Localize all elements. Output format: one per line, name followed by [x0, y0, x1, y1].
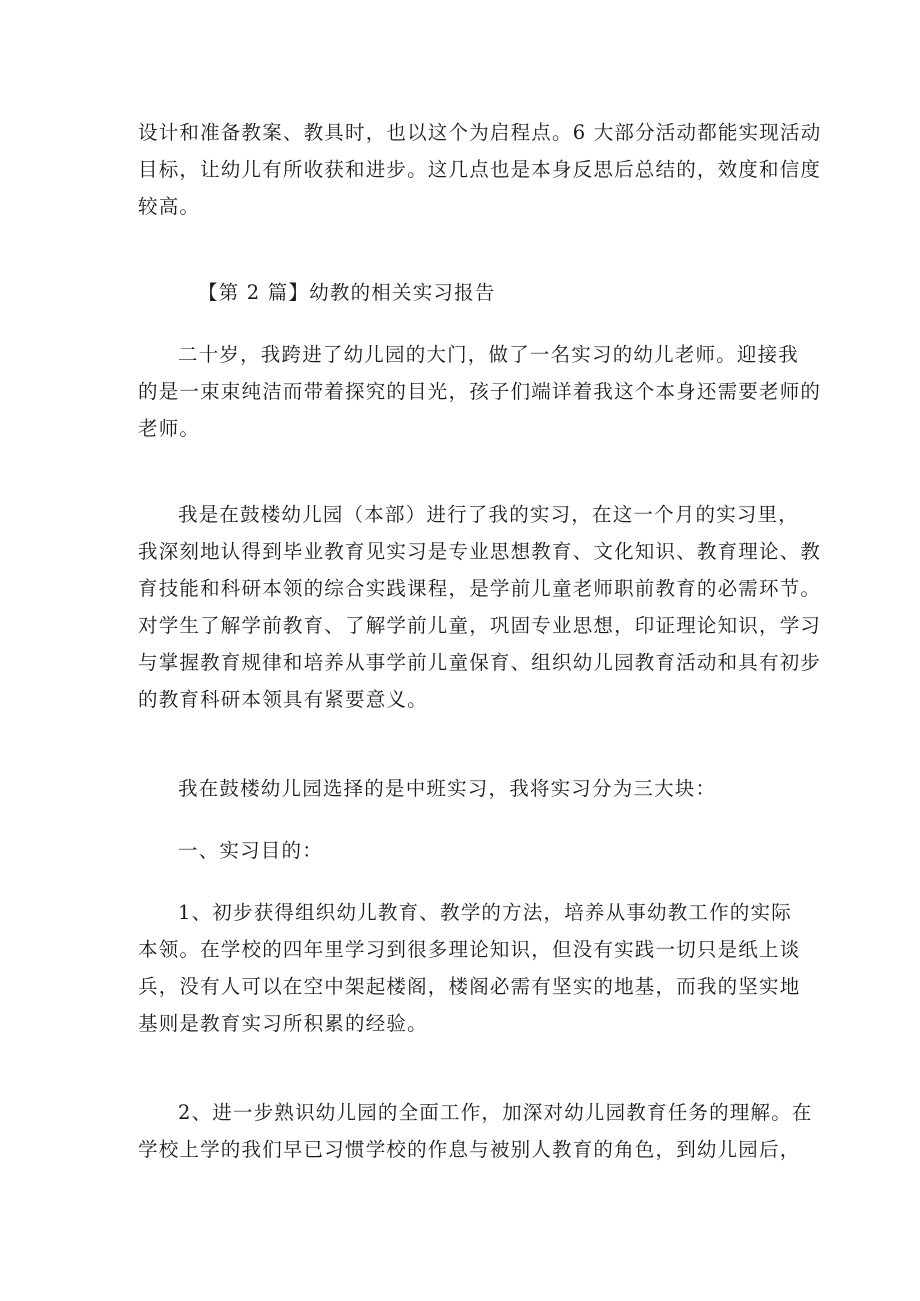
paragraph-goal-1	[138, 894, 801, 1042]
text-line: 较高。	[138, 195, 201, 218]
text-line: 学校上学的我们早已习惯学校的作息与被别人教育的角色，到幼儿园后，	[138, 1138, 801, 1161]
text-line: 我是在鼓楼幼儿园（本部）进行了我的实习，在这一个月的实习里，	[178, 503, 800, 526]
text-line: 我在鼓楼幼儿园选择的是中班实习，我将实习分为三大块：	[178, 777, 717, 800]
heading-text: 【第 2 篇】幼教的相关实习报告	[198, 281, 496, 304]
text-line: 目标，让幼儿有所收获和进步。这几点也是本身反思后总结的，效度和信度	[138, 158, 822, 181]
text-line: 基则是教育实习所积累的经验。	[138, 1012, 428, 1035]
text-line: 与掌握教育规律和培养从事学前儿童保育、组织幼儿园教育活动和具有初步	[138, 651, 822, 674]
paragraph-intro	[138, 336, 822, 447]
section-heading	[138, 274, 798, 311]
subheading-text: 一、实习目的：	[178, 839, 323, 862]
text-line: 的是一束束纯洁而带着探究的目光，孩子们端详着我这个本身还需要老师的	[138, 380, 822, 403]
text-line: 设计和准备教案、教具时，也以这个为启程点。6 大部分活动都能实现活动	[138, 121, 822, 144]
text-line: 二十岁，我跨进了幼儿园的大门，做了一名实习的幼儿老师。迎接我	[178, 343, 800, 366]
text-line: 对学生了解学前教育、了解学前儿童，巩固专业思想，印证理论知识，学习	[138, 614, 822, 637]
paragraph-goal-2	[138, 1094, 813, 1168]
paragraph-continuation	[138, 114, 822, 225]
text-line: 的教育科研本领具有紧要意义。	[138, 688, 428, 711]
text-line: 兵，没有人可以在空中架起楼阁，楼阁必需有坚实的地基，而我的坚实地	[138, 975, 801, 998]
paragraph-internship-location	[138, 496, 822, 718]
text-line: 育技能和科研本领的综合实践课程，是学前儿童老师职前教育的必需环节。	[138, 577, 822, 600]
text-line: 1、初步获得组织幼儿教育、教学的方法，培养从事幼教工作的实际	[178, 901, 792, 924]
text-line: 本领。在学校的四年里学习到很多理论知识，但没有实践一切只是纸上谈	[138, 938, 801, 961]
text-line: 2、进一步熟识幼儿园的全面工作，加深对幼儿园教育任务的理解。在	[178, 1101, 813, 1124]
paragraph-class-choice	[138, 770, 798, 807]
text-line: 我深刻地认得到毕业教育见实习是专业思想教育、文化知识、教育理论、教	[138, 540, 822, 563]
text-line: 老师。	[138, 417, 201, 440]
section-subheading	[138, 832, 798, 869]
